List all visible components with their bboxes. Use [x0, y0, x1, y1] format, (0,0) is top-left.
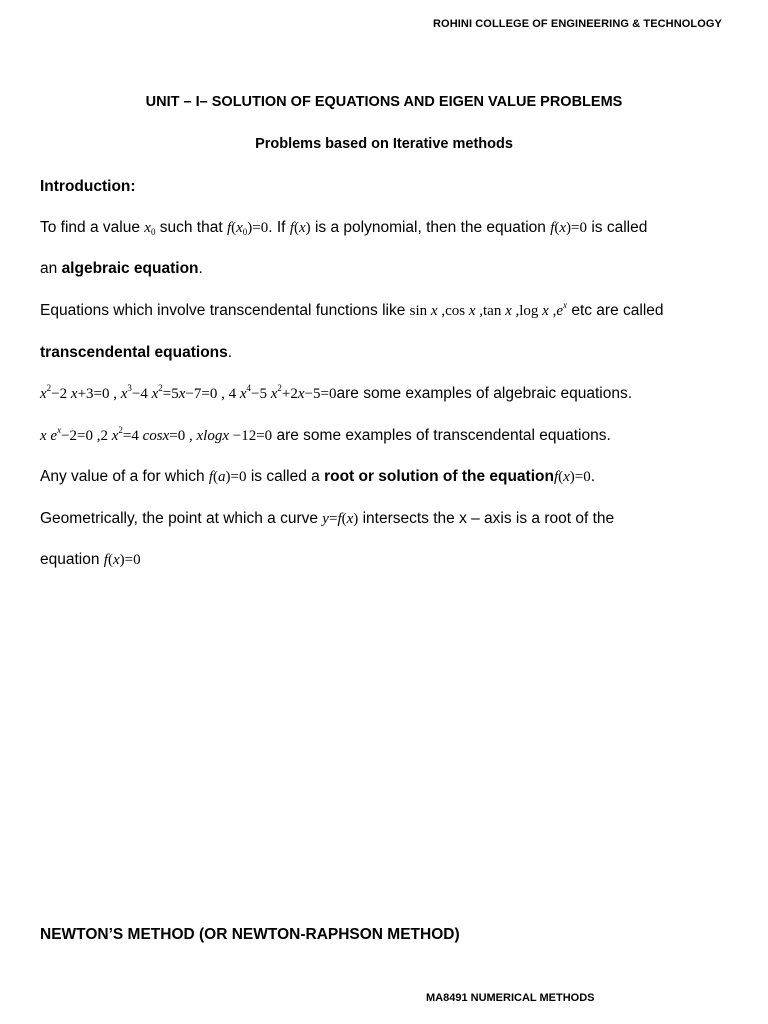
- p7-text-1: Any value of a for which: [40, 468, 209, 485]
- p7-text-2: is called a: [246, 468, 325, 485]
- p1-text-3: . If: [268, 219, 290, 236]
- paragraph-7: [40, 468, 595, 486]
- paragraph-8: [40, 510, 614, 528]
- paragraph-1: [40, 219, 647, 237]
- p1-text-2: such that: [155, 219, 227, 236]
- page-footer: MA8491 NUMERICAL METHODS: [426, 992, 595, 1004]
- math-f-a-eq-0: f(a)=0: [208, 469, 247, 485]
- p2-text-2: .: [198, 260, 203, 277]
- math-transcendental-functions: sin x ,cos x ,tan x ,log x $,e^x$: [409, 300, 568, 319]
- math-f-x: f(x): [289, 220, 311, 236]
- p2-text-1: an: [40, 260, 62, 277]
- math-f-x0-eq-0: $f(x_0)=0$: [226, 220, 269, 237]
- math-f-x-eq-0-c: f(x)=0: [103, 552, 141, 568]
- p6-text-1: are some examples of transcendental equations.: [272, 427, 611, 444]
- math-x0: $x_0$: [144, 220, 156, 237]
- p9-text-1: equation: [40, 551, 104, 568]
- p1-text-5: is called: [587, 219, 648, 236]
- unit-title: UNIT – I– SOLUTION OF EQUATIONS AND EIGEN VALUE PROBLEMS: [145, 94, 623, 110]
- math-f-x-eq-0-b: f(x)=0: [553, 469, 591, 485]
- p3-text-1: Equations which involve transcendental functions like: [40, 302, 410, 319]
- paragraph-3: [40, 302, 664, 320]
- p1-text-1: To find a value: [40, 219, 145, 236]
- math-algebraic-examples: $x^2-2$ x+3=0 , $x^3-4$ $x^2=5x-7=0$ , 4 $x^4-5$ $x^2+2x-5=0$: [40, 383, 337, 402]
- paragraph-6: [40, 427, 611, 445]
- intro-heading: Introduction:: [40, 178, 136, 195]
- p7-text-3: .: [590, 468, 596, 485]
- math-f-x-eq-0: f(x)=0: [550, 220, 588, 236]
- page-header: ROHINI COLLEGE OF ENGINEERING & TECHNOLOGY: [433, 18, 722, 30]
- p8-text-1: Geometrically, the point at which a curve: [40, 510, 323, 527]
- subtitle: Problems based on Iterative methods: [255, 136, 513, 152]
- math-transcendental-examples: x $e^x-2=0$ ,2 $x^2=4$ cosx=0 , xlogx −12=0: [40, 425, 273, 444]
- paragraph-5: [40, 385, 632, 403]
- p5-text-1: are some examples of algebraic equations.: [336, 385, 633, 402]
- term-root-or-solution: root or solution of the equation: [324, 468, 554, 485]
- math-y-eq-f-x: y=f(x): [322, 511, 359, 527]
- paragraph-2: [40, 260, 203, 278]
- term-algebraic-equation: algebraic equation: [61, 260, 199, 277]
- term-transcendental-equations: transcendental equations: [40, 344, 228, 361]
- p3-text-2: etc are called: [567, 302, 664, 319]
- p1-text-4: is a polynomial, then the equation: [310, 219, 551, 236]
- paragraph-4: [40, 344, 232, 362]
- p8-text-2: intersects the x – axis is a root of the: [358, 510, 615, 527]
- section-heading-newton: NEWTON’S METHOD (OR NEWTON-RAPHSON METHOD): [40, 926, 460, 943]
- paragraph-9: [40, 551, 141, 569]
- p4-text-2: .: [227, 344, 233, 361]
